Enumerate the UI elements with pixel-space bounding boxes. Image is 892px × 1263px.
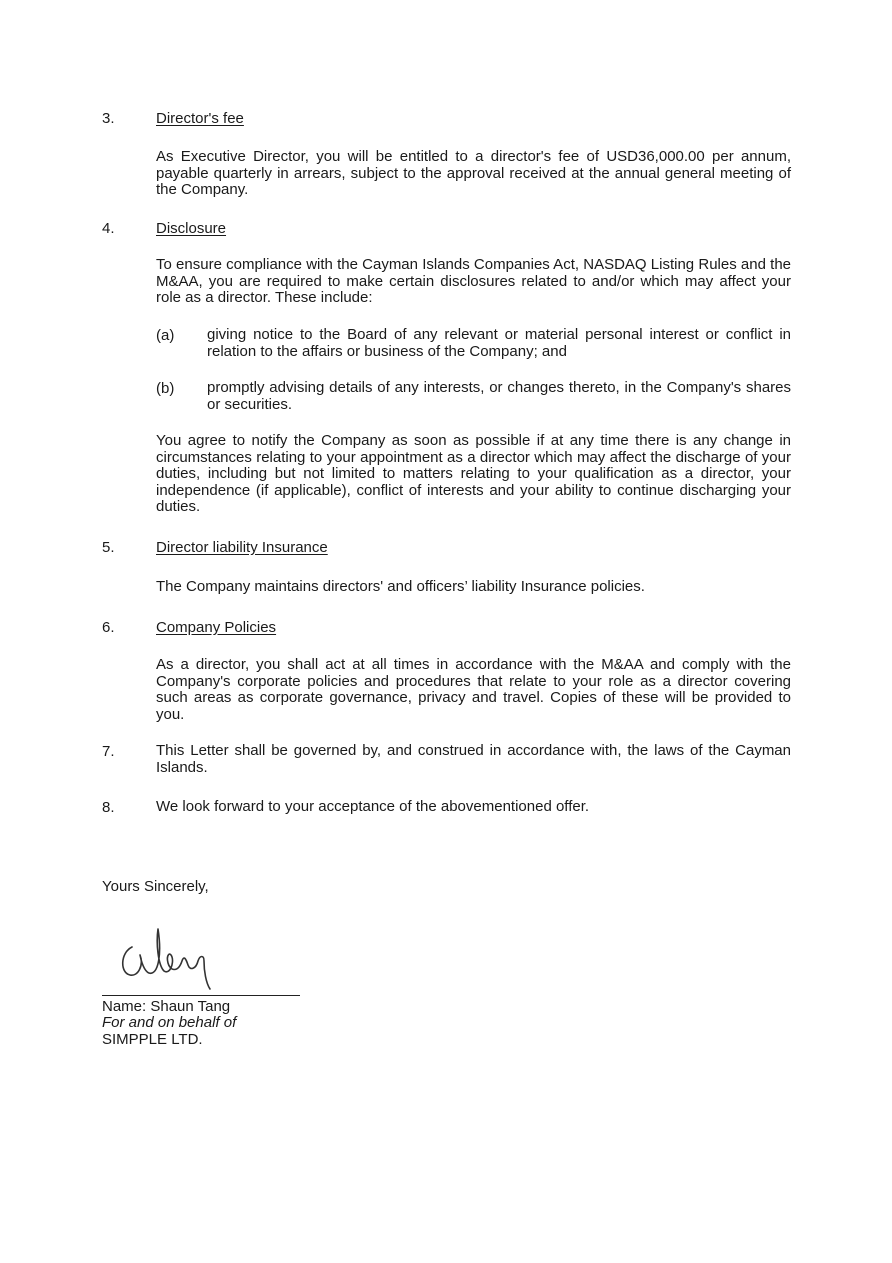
section-4-number: 4.	[102, 220, 115, 237]
section-7-text: This Letter shall be governed by, and construed in accordance with, the laws of the Cayman Islands.	[156, 742, 791, 776]
section-7-number: 7.	[102, 743, 115, 760]
section-3-paragraph: As Executive Director, you will be entitled to a director's fee of USD36,000.00 per annum, payable quarterly in arrears, subject to the approval received at the annual general meeting of the Company.	[156, 148, 791, 199]
section-4-heading: Disclosure	[156, 220, 227, 237]
section-4-closing: You agree to notify the Company as soon as possible if at any time there is any change in circumstances relating to your appointment as a director which may affect the discharge of your duties, including but not limited to matters relating to your qualification as a director, your independence (if applicable), conflict of interests and your ability to continue discharging your duties.	[156, 432, 791, 516]
section-4-item-b-text: promptly advising details of any interests, or changes thereto, in the Company's shares or securities.	[207, 379, 791, 413]
section-6-number: 6.	[102, 619, 115, 636]
section-5-number: 5.	[102, 539, 115, 556]
signatory-name: Name: Shaun Tang	[102, 998, 231, 1015]
section-8-text: We look forward to your acceptance of the abovementioned offer.	[156, 798, 590, 815]
section-4-item-a-label: (a)	[156, 327, 175, 344]
signature-line	[102, 995, 300, 996]
section-5-heading: Director liability Insurance	[156, 539, 328, 556]
section-6-paragraph: As a director, you shall act at all times in accordance with the M&AA and comply with the Company's corporate policies and procedures that relate to your role as a director covering such areas as corporate governance, privacy and travel. Copies of these will be provided to you.	[156, 656, 791, 723]
signature	[118, 925, 228, 997]
section-8-number: 8.	[102, 799, 115, 816]
on-behalf-label: For and on behalf of	[102, 1014, 237, 1031]
section-4-intro: To ensure compliance with the Cayman Islands Companies Act, NASDAQ Listing Rules and the M&AA, you are required to make certain disclosures related to and/or which may affect your role as a director. These include:	[156, 256, 791, 307]
section-4-item-b-label: (b)	[156, 380, 175, 397]
section-3-heading: Director's fee	[156, 110, 244, 127]
section-4-item-a-text: giving notice to the Board of any relevant or material personal interest or conflict in relation to the affairs or business of the Company; and	[207, 326, 791, 360]
section-6-heading: Company Policies	[156, 619, 277, 636]
salutation: Yours Sincerely,	[102, 878, 209, 895]
section-3-number: 3.	[102, 110, 115, 127]
section-5-paragraph: The Company maintains directors' and officers’ liability Insurance policies.	[156, 578, 645, 595]
company-name: SIMPPLE LTD.	[102, 1031, 203, 1048]
